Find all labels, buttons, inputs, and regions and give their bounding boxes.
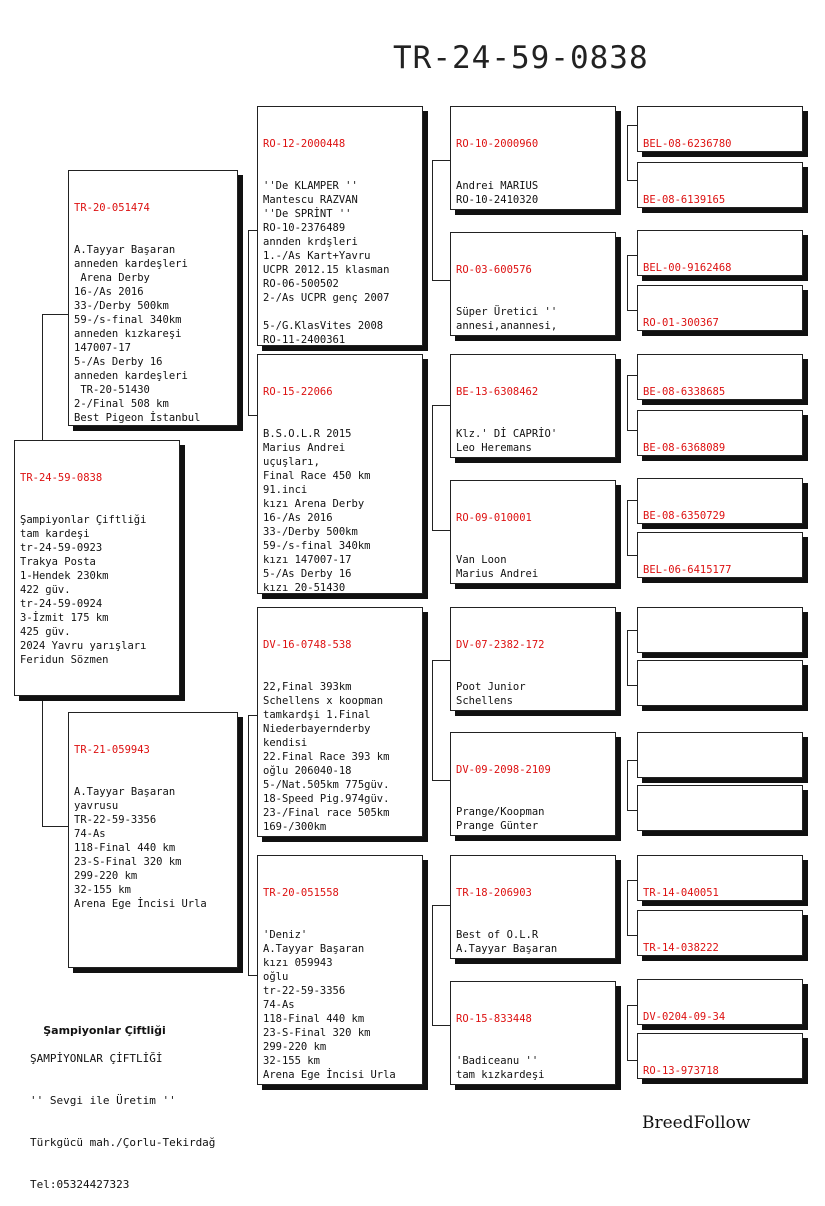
- pigeon-details: ''De KLAMPER '' Mantescu RAZVAN ''De SPRİNT '' RO-10-2376489 annden krdşleri 1.-/As Kart+Yavru UCPR 2012.15 klasman RO-06-500502 2-/As UCPR genç 2007 5-/G.KlasVites 2008 RO-11-2400361: [263, 180, 390, 346]
- pigeon-details: Van Loon Marius Andrei: [456, 554, 539, 580]
- pigeon-details: Klz.' Dİ CAPRİO' Leo Heremans: [456, 428, 558, 454]
- ring-number: TR-20-051558: [263, 887, 339, 899]
- pedigree-box-g5-5[interactable]: [637, 354, 803, 400]
- pedigree-box-sire-sire[interactable]: [257, 106, 423, 346]
- ring-number: RO-09-010001: [456, 512, 532, 524]
- ring-number: DV-07-2382-172: [456, 639, 545, 651]
- ring-number: BE-08-6350729: [643, 510, 726, 522]
- pedigree-box-ssd[interactable]: [450, 232, 616, 336]
- pedigree-box-dds[interactable]: [450, 855, 616, 959]
- ring-number: TR-24-59-0838: [20, 472, 103, 484]
- ring-number: DV-0204-09-34: [643, 1011, 726, 1023]
- pedigree-box-g5-3[interactable]: [637, 230, 803, 276]
- ring-number: BEL-00-9162468: [643, 262, 732, 274]
- pedigree-box-g5-12[interactable]: [637, 785, 803, 831]
- pedigree-box-g5-7[interactable]: [637, 478, 803, 524]
- pedigree-title: TR-24-59-0838: [393, 40, 649, 76]
- ring-number: RO-15-833448: [456, 1013, 532, 1025]
- ring-number: TR-21-059943: [74, 744, 150, 756]
- pedigree-box-g5-13[interactable]: [637, 855, 803, 901]
- pigeon-details: 'Badiceanu '' tam kızkardeşi: [456, 1055, 545, 1081]
- breeder-info: [30, 1010, 215, 1206]
- pedigree-box-g5-8[interactable]: [637, 532, 803, 578]
- breeder-name-upper: ŞAMPİYONLAR ÇİFTLİĞİ: [30, 1052, 163, 1065]
- ring-number: BE-08-6338685: [643, 386, 726, 398]
- ring-number: RO-12-2000448: [263, 138, 346, 150]
- ring-number: RO-13-973718: [643, 1065, 719, 1077]
- pedigree-box-g5-4[interactable]: [637, 285, 803, 331]
- pigeon-details: Andrei MARIUS RO-10-2410320: [456, 180, 539, 206]
- pigeon-details: 22,Final 393km Schellens x koopman tamkardşi 1.Final Niederbayernderby kendisi 22.Final Race 393 km oğlu 206040-18 5-/Nat.505km 775güv. 18-Speed Pig.974güv. 23-/Final race 505km 169-/300km: [263, 681, 390, 833]
- pedigree-box-sdd[interactable]: [450, 480, 616, 584]
- ring-number: TR-20-051474: [74, 202, 150, 214]
- pedigree-box-sire-dam[interactable]: [257, 354, 423, 594]
- pedigree-box-dam[interactable]: [68, 712, 238, 968]
- pedigree-box-dsd[interactable]: [450, 732, 616, 836]
- pigeon-details: B.S.O.L.R 2015 Marius Andrei uçuşları, Final Race 450 km 91.inci kızı Arena Derby 16-/As 2016 33-/Derby 500km 59-/s-final 340km kızı 147007-17 5-/As Derby 16 kızı 20-51430: [263, 428, 371, 594]
- breeder-address: Türkgücü mah./Çorlu-Tekirdağ: [30, 1136, 216, 1149]
- ring-number: BEL-06-6415177: [643, 564, 732, 576]
- ring-number: RO-10-2000960: [456, 138, 539, 150]
- pedigree-box-g5-11[interactable]: [637, 732, 803, 778]
- ring-number: RO-01-300367: [643, 317, 719, 329]
- ring-number: BE-08-6368089: [643, 442, 726, 454]
- pedigree-box-g5-6[interactable]: [637, 410, 803, 456]
- pedigree-box-sire[interactable]: [68, 170, 238, 426]
- ring-number: DV-09-2098-2109: [456, 764, 551, 776]
- pigeon-details: Prange/Koopman Prange Günter: [456, 806, 545, 832]
- pigeon-details: Şampiyonlar Çiftliği tam kardeşi tr-24-59-0923 Trakya Posta 1-Hendek 230km 422 güv. tr-24-59-0924 3-İzmit 175 km 425 güv. 2024 Yavru yarışları Feridun Sözmen: [20, 514, 147, 666]
- ring-number: BE-08-6139165: [643, 194, 726, 206]
- pedigree-box-g5-1[interactable]: [637, 106, 803, 152]
- pedigree-box-dss[interactable]: [450, 607, 616, 711]
- ring-number: DV-16-0748-538: [263, 639, 352, 651]
- pigeon-details: A.Tayyar Başaran yavrusu TR-22-59-3356 74-As 118-Final 440 km 23-S-Final 320 km 299-220 km 32-155 km Arena Ege İncisi Urla: [74, 786, 207, 910]
- pedigree-box-sss[interactable]: [450, 106, 616, 210]
- breeder-name: Şampiyonlar Çiftliği: [43, 1024, 166, 1037]
- pigeon-details: 'Deniz' A.Tayyar Başaran kızı 059943 oğlu tr-22-59-3356 74-As 118-Final 440 km 23-S-Final 320 km 299-220 km 32-155 km Arena Ege İncisi Urla: [263, 929, 396, 1081]
- pedigree-box-g5-2[interactable]: [637, 162, 803, 208]
- brand-logo: BreedFollow: [642, 1113, 751, 1133]
- breeder-slogan: '' Sevgi ile Üretim '': [30, 1094, 176, 1107]
- ring-number: TR-14-040051: [643, 887, 719, 899]
- ring-number: RO-15-22066: [263, 386, 333, 398]
- pigeon-details: Poot Junior Schellens: [456, 681, 526, 707]
- pedigree-box-g5-16[interactable]: [637, 1033, 803, 1079]
- pigeon-details: Süper Üretici '' annesi,anannesi,: [456, 306, 558, 332]
- ring-number: TR-18-206903: [456, 887, 532, 899]
- pedigree-box-dam-sire[interactable]: [257, 607, 423, 837]
- breeder-phone: Tel:05324427323: [30, 1178, 130, 1191]
- pigeon-details: A.Tayyar Başaran anneden kardeşleri Arena Derby 16-/As 2016 33-/Derby 500km 59-/s-final 340km anneden kızkareşi 147007-17 5-/As Derby 16 anneden kardeşleri TR-20-51430 2-/Final 508 km Best Pigeon İstanbul: [74, 244, 201, 424]
- pedigree-box-subject[interactable]: [14, 440, 180, 696]
- ring-number: RO-03-600576: [456, 264, 532, 276]
- pedigree-box-g5-10[interactable]: [637, 660, 803, 706]
- ring-number: BE-13-6308462: [456, 386, 539, 398]
- ring-number: BEL-08-6236780: [643, 138, 732, 150]
- pedigree-box-g5-14[interactable]: [637, 910, 803, 956]
- pedigree-box-g5-15[interactable]: [637, 979, 803, 1025]
- pedigree-box-ddd[interactable]: [450, 981, 616, 1085]
- ring-number: TR-14-038222: [643, 942, 719, 954]
- pedigree-box-dam-dam[interactable]: [257, 855, 423, 1085]
- pedigree-box-sds[interactable]: [450, 354, 616, 458]
- pigeon-details: Best of O.L.R A.Tayyar Başaran: [456, 929, 558, 955]
- pedigree-box-g5-9[interactable]: [637, 607, 803, 653]
